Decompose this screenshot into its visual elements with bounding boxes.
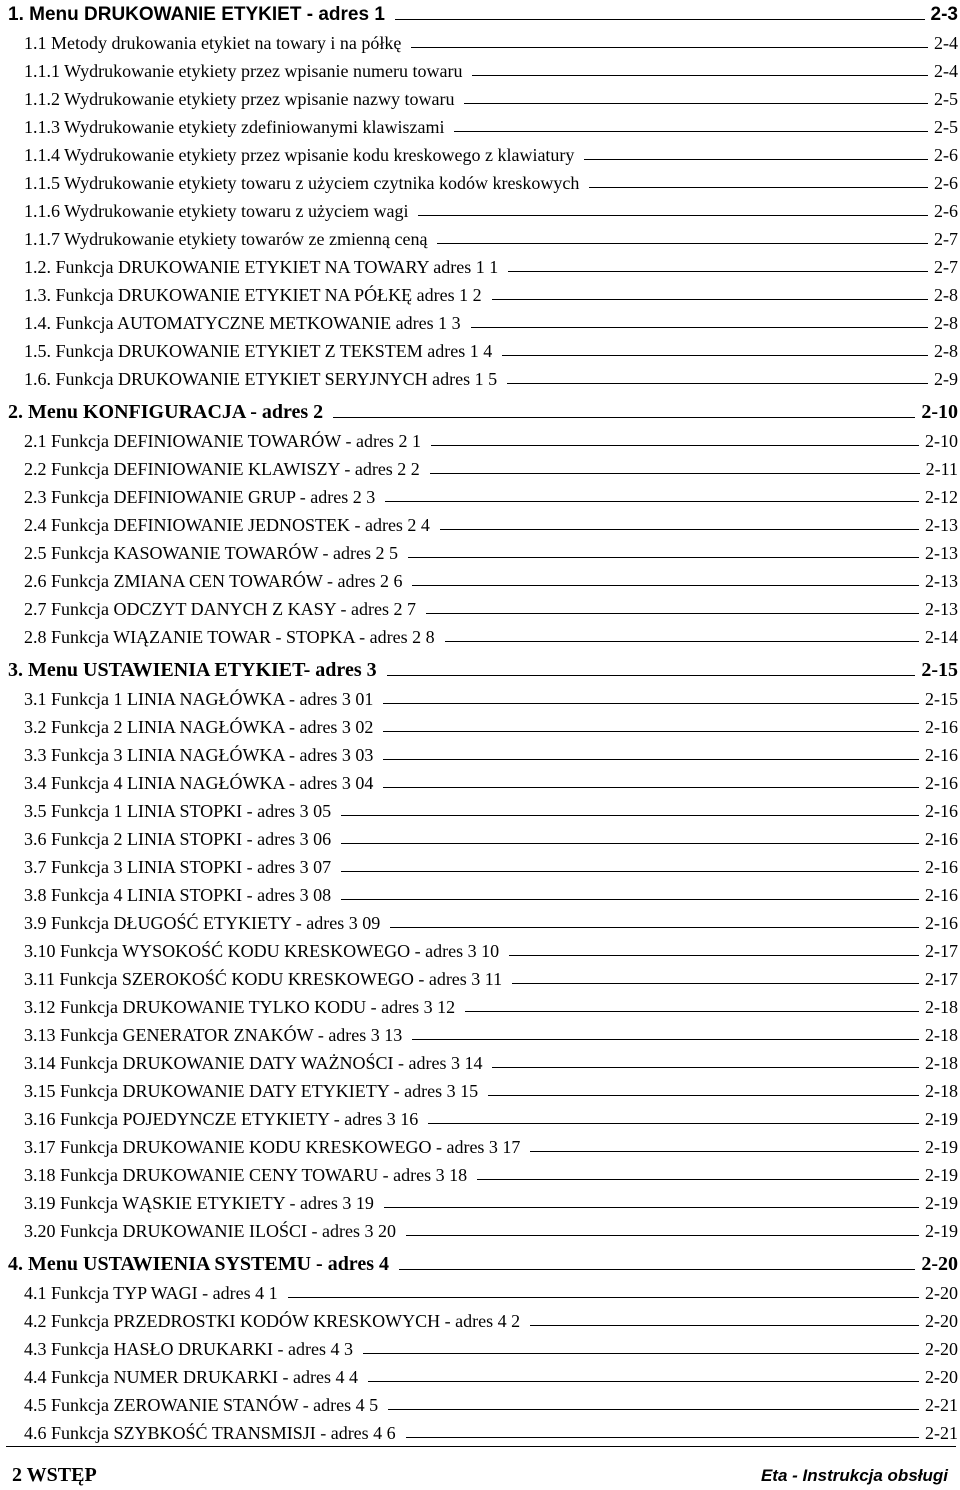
- toc-entry[interactable]: [8, 564, 958, 592]
- toc-entry-title: 3.13 Funkcja GENERATOR ZNAKÓW - adres 3 13: [24, 1025, 403, 1045]
- toc-page-number: 2-5: [934, 117, 958, 137]
- toc-entry[interactable]: [8, 766, 958, 794]
- toc-page-number: 2-13: [925, 515, 958, 535]
- toc-entry[interactable]: [8, 250, 958, 278]
- toc-leader-line: [333, 417, 915, 418]
- toc-entry[interactable]: [8, 278, 958, 306]
- toc-entry-title: 2.8 Funkcja WIĄZANIE TOWAR - STOPKA - adres 2 8: [24, 627, 435, 647]
- toc-entry-title: 3.8 Funkcja 4 LINIA STOPKI - adres 3 08: [24, 885, 332, 905]
- toc-page-number: 2-16: [925, 829, 958, 849]
- toc-page-number: 2-7: [934, 257, 958, 277]
- toc-entry-title: 3.5 Funkcja 1 LINIA STOPKI - adres 3 05: [24, 801, 332, 821]
- toc-leader-line: [384, 1207, 919, 1208]
- toc-entry-title: 2.6 Funkcja ZMIANA CEN TOWARÓW - adres 2 6: [24, 571, 403, 591]
- toc-leader-line: [472, 75, 928, 76]
- page-footer: [0, 1446, 960, 1490]
- toc-page-number: 2-7: [934, 229, 958, 249]
- toc-entry[interactable]: [8, 1018, 958, 1046]
- toc-leader-line: [584, 159, 928, 160]
- toc-entry-title: 1.1.6 Wydrukowanie etykiety towaru z użyciem wagi: [24, 201, 409, 221]
- toc-entry-title: 2. Menu KONFIGURACJA - adres 2: [8, 401, 324, 423]
- toc-leader-line: [412, 585, 919, 586]
- toc-leader-line: [437, 243, 928, 244]
- toc-leader-line: [390, 927, 919, 928]
- toc-entry[interactable]: [8, 850, 958, 878]
- toc-entry-title: 1.1.5 Wydrukowanie etykiety towaru z użyciem czytnika kodów kreskowych: [24, 173, 580, 193]
- toc-entry[interactable]: [8, 1388, 958, 1416]
- toc-entry[interactable]: [8, 194, 958, 222]
- toc-entry-title: 1.1 Metody drukowania etykiet na towary i na półkę: [24, 33, 402, 53]
- toc-entry-title: 1.1.7 Wydrukowanie etykiety towarów ze zmienną ceną: [24, 229, 428, 249]
- toc-page-number: 2-16: [925, 885, 958, 905]
- table-of-contents: [8, 0, 958, 1444]
- toc-entry[interactable]: [8, 1074, 958, 1102]
- toc-leader-line: [412, 1039, 919, 1040]
- toc-entry[interactable]: [8, 1332, 958, 1360]
- toc-entry[interactable]: [8, 452, 958, 480]
- toc-entry-title: 3.18 Funkcja DRUKOWANIE CENY TOWARU - adres 3 18: [24, 1165, 468, 1185]
- toc-leader-line: [430, 473, 920, 474]
- toc-page-number: 2-19: [925, 1165, 958, 1185]
- toc-entry-title: 1.1.2 Wydrukowanie etykiety przez wpisanie nazwy towaru: [24, 89, 455, 109]
- toc-entry-title: 3.9 Funkcja DŁUGOŚĆ ETYKIETY - adres 3 09: [24, 913, 381, 933]
- toc-page-number: 2-20: [925, 1311, 958, 1331]
- toc-page-number: 2-8: [934, 341, 958, 361]
- toc-page-number: 2-9: [934, 369, 958, 389]
- toc-page-number: 2-12: [925, 487, 958, 507]
- toc-entry[interactable]: [8, 906, 958, 934]
- toc-entry[interactable]: [8, 536, 958, 564]
- toc-leader-line: [411, 47, 928, 48]
- toc-entry[interactable]: [8, 1102, 958, 1130]
- toc-entry[interactable]: [8, 480, 958, 508]
- toc-entry[interactable]: [8, 934, 958, 962]
- toc-entry-title: 2.7 Funkcja ODCZYT DANYCH Z KASY - adres 2 7: [24, 599, 416, 619]
- toc-leader-line: [387, 675, 916, 676]
- toc-entry-title: 2.2 Funkcja DEFINIOWANIE KLAWISZY - adres 2 2: [24, 459, 420, 479]
- toc-leader-line: [363, 1353, 919, 1354]
- toc-page-number: 2-18: [925, 1025, 958, 1045]
- toc-page-number: 2-16: [925, 717, 958, 737]
- toc-entry-title: 2.3 Funkcja DEFINIOWANIE GRUP - adres 2 3: [24, 487, 376, 507]
- toc-entry-title: 3.4 Funkcja 4 LINIA NAGŁÓWKA - adres 3 04: [24, 773, 374, 793]
- toc-entry-title: 3.14 Funkcja DRUKOWANIE DATY WAŻNOŚCI - adres 3 14: [24, 1053, 483, 1073]
- toc-entry-title: 3.17 Funkcja DRUKOWANIE KODU KRESKOWEGO - adres 3 17: [24, 1137, 521, 1157]
- toc-page-number: 2-8: [934, 285, 958, 305]
- toc-page-number: 2-17: [925, 941, 958, 961]
- toc-leader-line: [454, 131, 928, 132]
- toc-leader-line: [399, 1269, 915, 1270]
- toc-leader-line: [408, 557, 919, 558]
- toc-entry[interactable]: [8, 508, 958, 536]
- toc-leader-line: [509, 955, 919, 956]
- toc-page-number: 2-15: [921, 659, 958, 681]
- toc-page-number: 2-19: [925, 1137, 958, 1157]
- toc-leader-line: [477, 1179, 919, 1180]
- toc-page-number: 2-18: [925, 1053, 958, 1073]
- toc-page-number: 2-21: [925, 1395, 958, 1415]
- toc-leader-line: [383, 787, 919, 788]
- toc-entry-title: 3.6 Funkcja 2 LINIA STOPKI - adres 3 06: [24, 829, 332, 849]
- toc-entry[interactable]: [8, 54, 958, 82]
- toc-page-number: 2-18: [925, 997, 958, 1017]
- toc-entry[interactable]: [8, 82, 958, 110]
- toc-entry[interactable]: [8, 362, 958, 390]
- toc-leader-line: [341, 871, 919, 872]
- toc-leader-line: [428, 1123, 919, 1124]
- toc-page-number: 2-16: [925, 773, 958, 793]
- toc-leader-line: [426, 613, 919, 614]
- toc-leader-line: [383, 703, 919, 704]
- toc-entry[interactable]: [8, 138, 958, 166]
- toc-entry[interactable]: [8, 26, 958, 54]
- toc-leader-line: [406, 1437, 919, 1438]
- toc-entry-title: 1.1.4 Wydrukowanie etykiety przez wpisanie kodu kreskowego z klawiatury: [24, 145, 575, 165]
- toc-page-number: 2-13: [925, 543, 958, 563]
- footer-rule: [6, 1446, 956, 1447]
- toc-page-number: 2-11: [925, 459, 958, 479]
- toc-page-number: 2-16: [925, 745, 958, 765]
- toc-entry-title: 4.3 Funkcja HASŁO DRUKARKI - adres 4 3: [24, 1339, 353, 1359]
- toc-page-number: 2-21: [925, 1423, 958, 1443]
- toc-leader-line: [341, 899, 919, 900]
- toc-page-number: 2-4: [934, 33, 958, 53]
- toc-page-number: 2-10: [921, 401, 958, 423]
- toc-page-number: 2-20: [925, 1339, 958, 1359]
- toc-page-number: 2-19: [925, 1221, 958, 1241]
- toc-leader-line: [471, 327, 928, 328]
- toc-entry-title: 4. Menu USTAWIENIA SYSTEMU - adres 4: [8, 1253, 389, 1275]
- toc-entry[interactable]: [8, 990, 958, 1018]
- toc-page-number: 2-19: [925, 1109, 958, 1129]
- toc-entry[interactable]: [8, 682, 958, 710]
- toc-leader-line: [507, 383, 928, 384]
- toc-entry-title: 3.12 Funkcja DRUKOWANIE TYLKO KODU - adres 3 12: [24, 997, 456, 1017]
- footer-document-title: Eta - Instrukcja obsługi: [760, 1466, 948, 1485]
- toc-page-number: 2-13: [925, 599, 958, 619]
- toc-entry-title: 4.4 Funkcja NUMER DRUKARKI - adres 4 4: [24, 1367, 358, 1387]
- toc-page-number: 2-16: [925, 801, 958, 821]
- toc-leader-line: [368, 1381, 919, 1382]
- toc-page-number: 2-6: [934, 201, 958, 221]
- toc-leader-line: [465, 1011, 919, 1012]
- toc-entry-title: 4.1 Funkcja TYP WAGI - adres 4 1: [24, 1283, 278, 1303]
- toc-entry[interactable]: [8, 1158, 958, 1186]
- toc-entry-title: 1.6. Funkcja DRUKOWANIE ETYKIET SERYJNYCH adres 1 5: [24, 369, 498, 389]
- toc-entry-title: 3. Menu USTAWIENIA ETYKIET- adres 3: [8, 659, 377, 681]
- toc-section-heading[interactable]: [8, 648, 958, 682]
- toc-section-heading[interactable]: [8, 390, 958, 424]
- toc-page-number: 2-5: [934, 89, 958, 109]
- toc-entry-title: 3.10 Funkcja WYSOKOŚĆ KODU KRESKOWEGO - adres 3 10: [24, 941, 500, 961]
- toc-entry-title: 3.11 Funkcja SZEROKOŚĆ KODU KRESKOWEGO - adres 3 11: [24, 969, 503, 989]
- toc-entry-title: 1. Menu DRUKOWANIE ETYKIET - adres 1: [8, 4, 385, 25]
- toc-entry[interactable]: [8, 710, 958, 738]
- toc-leader-line: [530, 1151, 919, 1152]
- toc-entry-title: 2.4 Funkcja DEFINIOWANIE JEDNOSTEK - adres 2 4: [24, 515, 430, 535]
- toc-entry[interactable]: [8, 1130, 958, 1158]
- toc-entry[interactable]: [8, 620, 958, 648]
- toc-leader-line: [395, 19, 925, 20]
- toc-entry[interactable]: [8, 962, 958, 990]
- toc-entry-title: 3.20 Funkcja DRUKOWANIE ILOŚCI - adres 3 20: [24, 1221, 396, 1241]
- toc-page-number: 2-17: [925, 969, 958, 989]
- toc-leader-line: [445, 641, 919, 642]
- toc-section-heading[interactable]: [8, 1242, 958, 1276]
- toc-page-number: 2-15: [925, 689, 958, 709]
- toc-section-heading[interactable]: [8, 0, 958, 26]
- toc-entry[interactable]: [8, 222, 958, 250]
- toc-entry[interactable]: [8, 794, 958, 822]
- toc-entry[interactable]: [8, 1304, 958, 1332]
- toc-entry-title: 4.2 Funkcja PRZEDROSTKI KODÓW KRESKOWYCH - adres 4 2: [24, 1311, 521, 1331]
- toc-entry[interactable]: [8, 1276, 958, 1304]
- toc-entry[interactable]: [8, 1046, 958, 1074]
- toc-leader-line: [488, 1095, 919, 1096]
- toc-entry-title: 1.1.1 Wydrukowanie etykiety przez wpisanie numeru towaru: [24, 61, 463, 81]
- toc-leader-line: [502, 355, 928, 356]
- toc-entry-title: 3.15 Funkcja DRUKOWANIE DATY ETYKIETY - adres 3 15: [24, 1081, 479, 1101]
- footer-section-label: 2 WSTĘP: [12, 1464, 97, 1486]
- toc-leader-line: [388, 1409, 919, 1410]
- toc-page-number: 2-6: [934, 173, 958, 193]
- toc-entry[interactable]: [8, 878, 958, 906]
- toc-entry[interactable]: [8, 738, 958, 766]
- toc-leader-line: [383, 731, 919, 732]
- toc-page-number: 2-16: [925, 857, 958, 877]
- toc-page-number: 2-16: [925, 913, 958, 933]
- toc-leader-line: [440, 529, 919, 530]
- toc-entry-title: 3.16 Funkcja POJEDYNCZE ETYKIETY - adres 3 16: [24, 1109, 419, 1129]
- toc-page-number: 2-19: [925, 1193, 958, 1213]
- toc-leader-line: [418, 215, 928, 216]
- toc-entry-title: 1.3. Funkcja DRUKOWANIE ETYKIET NA PÓŁKĘ adres 1 2: [24, 285, 482, 305]
- toc-entry[interactable]: [8, 424, 958, 452]
- toc-page-number: 2-20: [925, 1283, 958, 1303]
- toc-entry[interactable]: [8, 1360, 958, 1388]
- toc-leader-line: [464, 103, 928, 104]
- toc-page-number: 2-13: [925, 571, 958, 591]
- toc-entry-title: 1.4. Funkcja AUTOMATYCZNE METKOWANIE adres 1 3: [24, 313, 461, 333]
- toc-entry[interactable]: [8, 166, 958, 194]
- toc-leader-line: [341, 843, 919, 844]
- toc-leader-line: [385, 501, 919, 502]
- toc-leader-line: [288, 1297, 919, 1298]
- toc-page-number: 2-3: [930, 4, 958, 25]
- toc-entry[interactable]: [8, 592, 958, 620]
- toc-leader-line: [589, 187, 928, 188]
- toc-entry-title: 1.5. Funkcja DRUKOWANIE ETYKIET Z TEKSTEM adres 1 4: [24, 341, 493, 361]
- toc-leader-line: [492, 1067, 919, 1068]
- toc-entry[interactable]: [8, 334, 958, 362]
- toc-entry-title: 4.5 Funkcja ZEROWANIE STANÓW - adres 4 5: [24, 1395, 379, 1415]
- toc-leader-line: [492, 299, 928, 300]
- toc-entry[interactable]: [8, 110, 958, 138]
- toc-leader-line: [530, 1325, 919, 1326]
- toc-page-number: 2-20: [921, 1253, 958, 1275]
- toc-page-number: 2-8: [934, 313, 958, 333]
- toc-leader-line: [508, 271, 928, 272]
- toc-entry-title: 2.5 Funkcja KASOWANIE TOWARÓW - adres 2 5: [24, 543, 398, 563]
- toc-entry-title: 3.7 Funkcja 3 LINIA STOPKI - adres 3 07: [24, 857, 332, 877]
- toc-entry-title: 2.1 Funkcja DEFINIOWANIE TOWARÓW - adres 2 1: [24, 431, 421, 451]
- toc-page-number: 2-10: [925, 431, 958, 451]
- toc-entry-title: 4.6 Funkcja SZYBKOŚĆ TRANSMISJI - adres 4 6: [24, 1423, 396, 1443]
- toc-entry[interactable]: [8, 822, 958, 850]
- toc-entry-title: 3.1 Funkcja 1 LINIA NAGŁÓWKA - adres 3 01: [24, 689, 374, 709]
- toc-leader-line: [406, 1235, 919, 1236]
- toc-page-number: 2-18: [925, 1081, 958, 1101]
- toc-entry[interactable]: [8, 1416, 958, 1444]
- toc-page-number: 2-14: [925, 627, 958, 647]
- toc-page-number: 2-4: [934, 61, 958, 81]
- toc-entry-title: 3.2 Funkcja 2 LINIA NAGŁÓWKA - adres 3 02: [24, 717, 374, 737]
- toc-entry-title: 3.3 Funkcja 3 LINIA NAGŁÓWKA - adres 3 03: [24, 745, 374, 765]
- toc-page-number: 2-20: [925, 1367, 958, 1387]
- toc-leader-line: [512, 983, 919, 984]
- toc-entry-title: 1.2. Funkcja DRUKOWANIE ETYKIET NA TOWARY adres 1 1: [24, 257, 499, 277]
- toc-leader-line: [341, 815, 919, 816]
- toc-entry[interactable]: [8, 1186, 958, 1214]
- toc-entry-title: 1.1.3 Wydrukowanie etykiety zdefiniowanymi klawiszami: [24, 117, 445, 137]
- toc-page-number: 2-6: [934, 145, 958, 165]
- toc-leader-line: [383, 759, 919, 760]
- toc-leader-line: [431, 445, 919, 446]
- toc-entry[interactable]: [8, 306, 958, 334]
- toc-entry[interactable]: [8, 1214, 958, 1242]
- toc-entry-title: 3.19 Funkcja WĄSKIE ETYKIETY - adres 3 19: [24, 1193, 374, 1213]
